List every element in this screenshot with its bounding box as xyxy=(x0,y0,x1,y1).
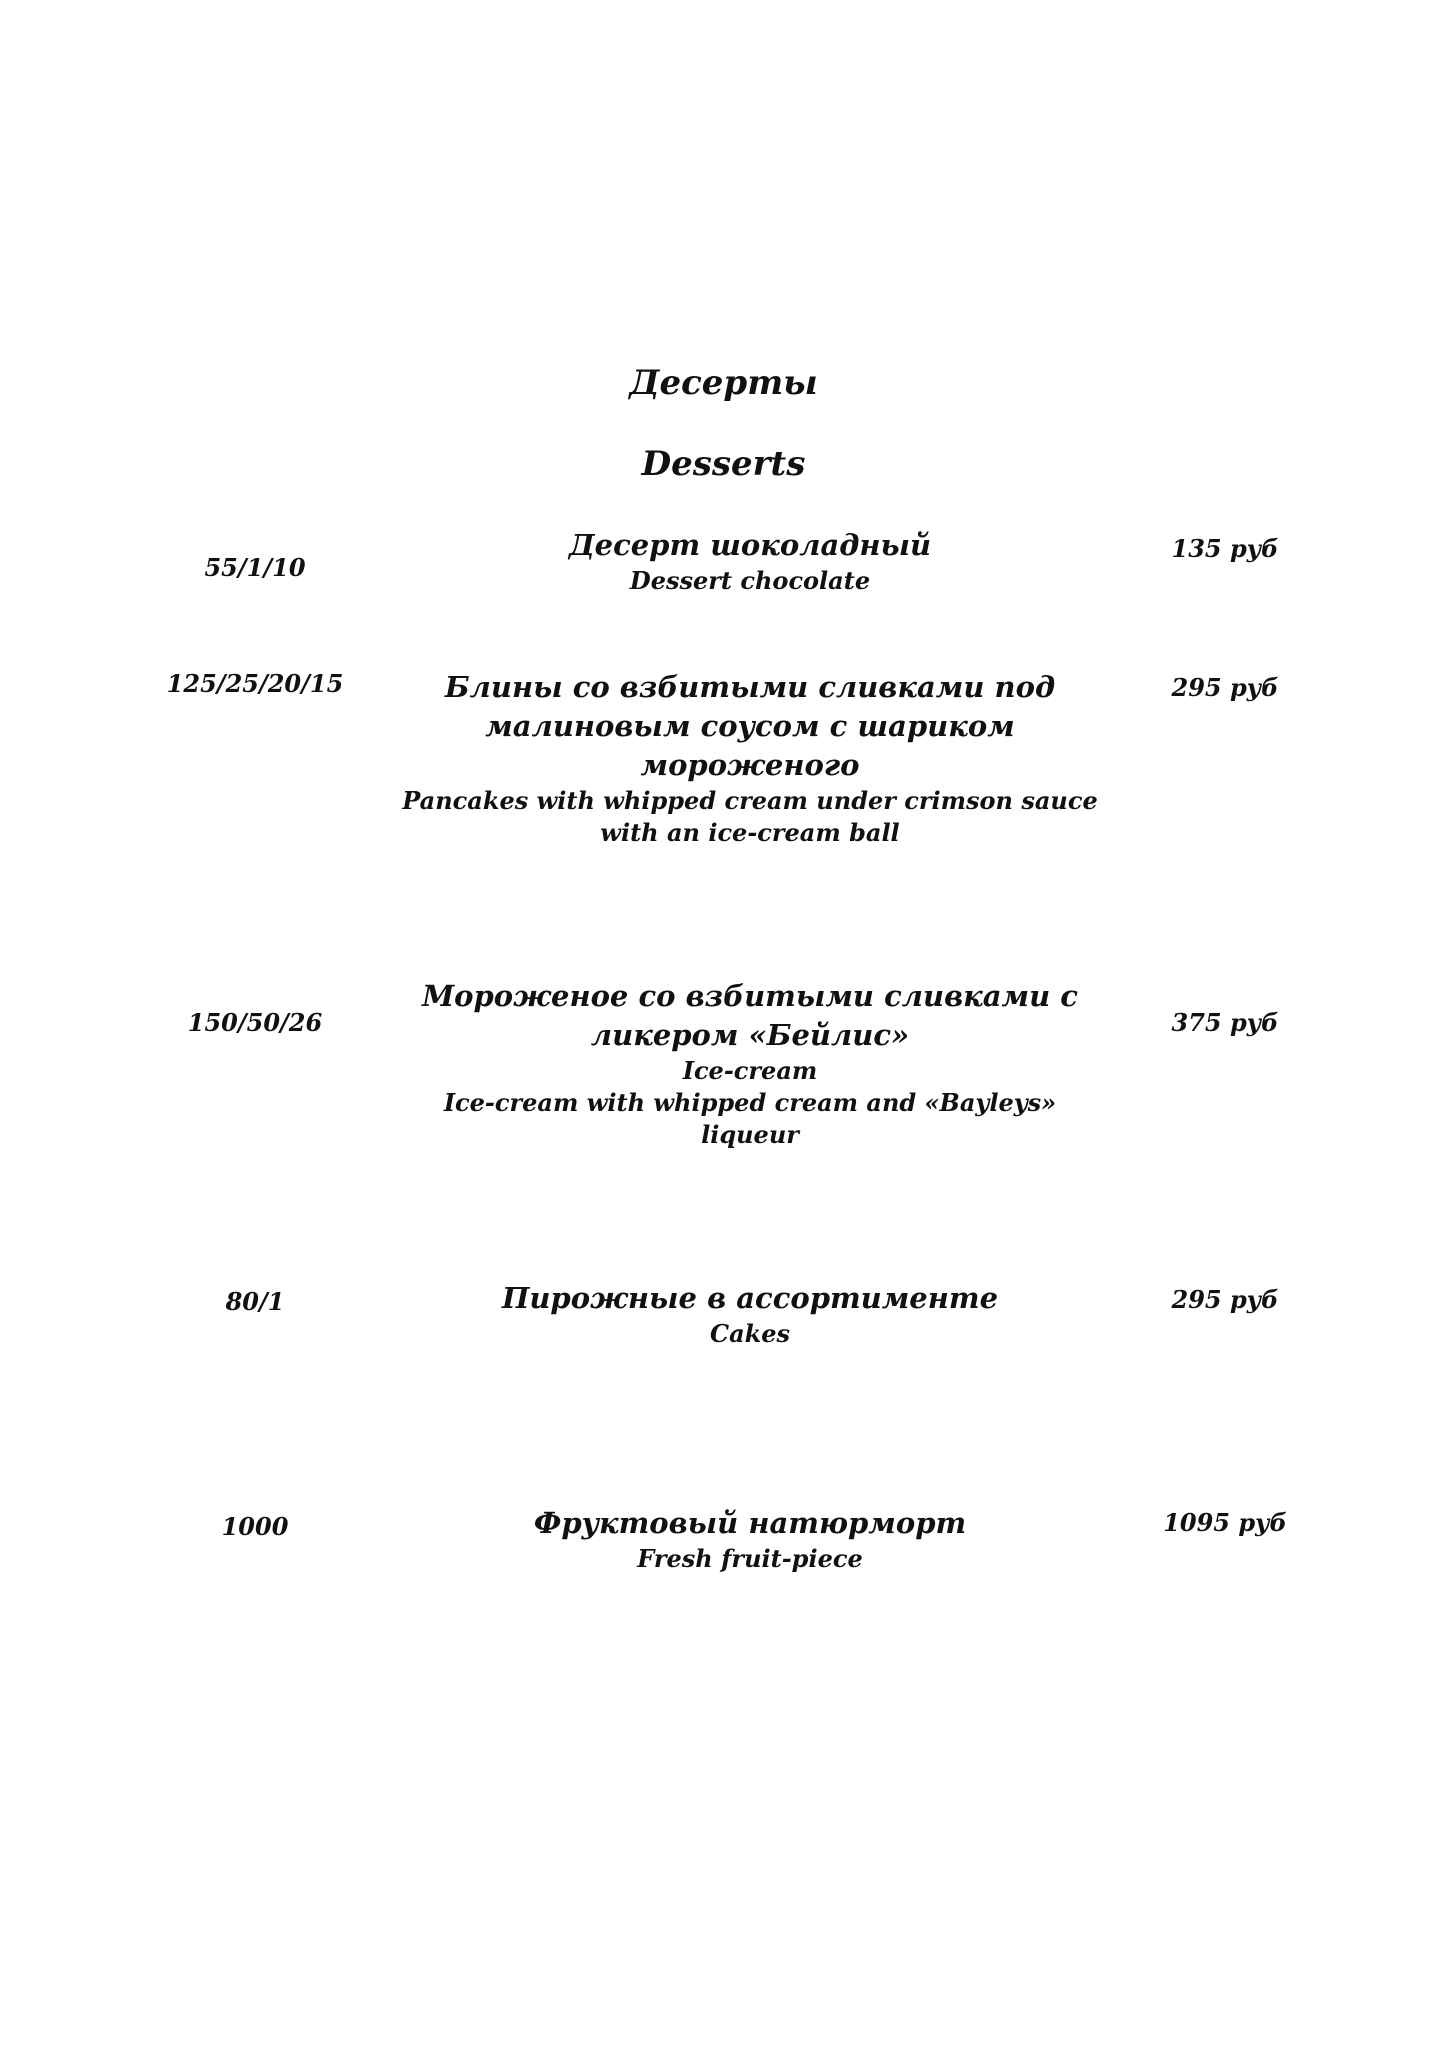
item-name-ru: Десерт шоколадный xyxy=(568,528,932,562)
item-name-en: Fresh fruit-piece xyxy=(637,1544,863,1573)
item-name-ru-line: ликером «Бейлис» xyxy=(590,1018,910,1052)
item-description xyxy=(400,1504,1100,1575)
item-description xyxy=(400,668,1100,849)
item-name-en-line: liqueur xyxy=(701,1120,799,1149)
item-name-ru: Пирожные в ассортименте xyxy=(501,1281,999,1315)
item-name-ru-line: малиновым соусом с шариком xyxy=(485,709,1015,743)
item-description xyxy=(400,1279,1100,1350)
item-name-en-line: with an ice-cream ball xyxy=(600,818,900,847)
item-weight: 150/50/26 xyxy=(187,1008,323,1037)
item-weight: 55/1/10 xyxy=(204,553,306,582)
item-name-ru: Фруктовый натюрморт xyxy=(533,1506,967,1540)
item-name-ru-line: Мороженое со взбитыми сливками с xyxy=(422,979,1078,1013)
item-price: 135 руб xyxy=(1171,534,1279,563)
item-name-en: Dessert chocolate xyxy=(629,566,871,595)
item-name-en-line: Ice-cream with whipped cream and «Bayleys» xyxy=(443,1088,1057,1117)
item-weight: 1000 xyxy=(221,1512,289,1541)
page-title-en: Desserts xyxy=(641,444,806,484)
item-name-ru-line: Блины со взбитыми сливками под xyxy=(444,670,1056,704)
item-name-en-line: Ice-cream xyxy=(682,1056,818,1085)
item-weight: 125/25/20/15 xyxy=(166,669,344,698)
item-name-en: Cakes xyxy=(709,1319,791,1348)
item-price: 1095 руб xyxy=(1163,1508,1287,1537)
item-description xyxy=(400,526,1100,597)
item-price: 375 руб xyxy=(1171,1008,1279,1037)
item-price: 295 руб xyxy=(1171,673,1279,702)
item-price: 295 руб xyxy=(1171,1285,1279,1314)
item-weight: 80/1 xyxy=(225,1287,285,1316)
item-name-en-line: Pancakes with whipped cream under crimson sauce xyxy=(402,786,1098,815)
item-name-ru-line: мороженого xyxy=(640,748,860,782)
item-description xyxy=(400,977,1100,1151)
page-title-ru: Десерты xyxy=(629,363,818,403)
